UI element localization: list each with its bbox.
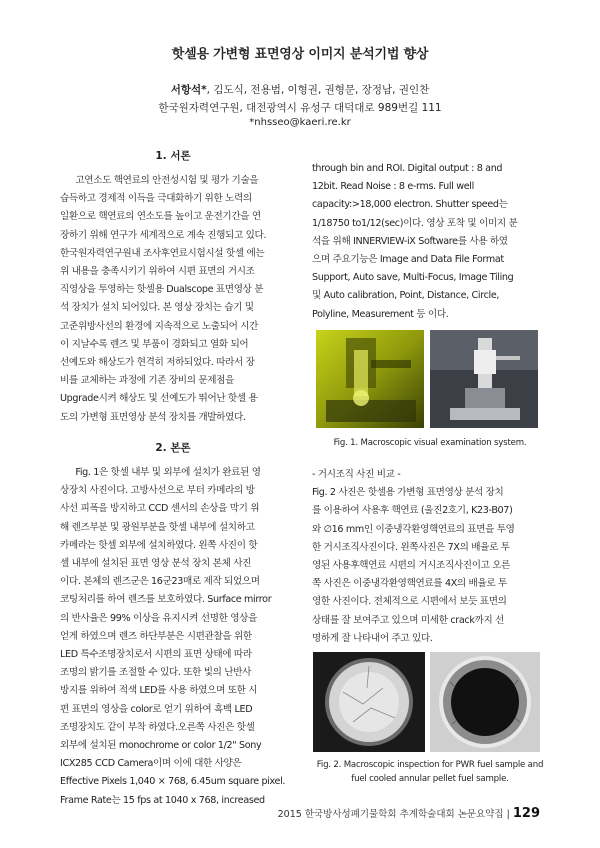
right-line: 석을 위해 INNERVIEW-iX Software를 사용 하였 (312, 235, 508, 247)
compare-line: 를 이용하여 사용후 핵연료 (울진2호기, K23-B07) (312, 505, 513, 517)
body-line: 이다. 본체의 렌즈군은 16군23매로 제작 되었으며 (60, 576, 260, 588)
body-line: 코팅처리를 하여 렌즈를 보호하였다. Surface mirror (60, 594, 272, 606)
paper-title: 핫셀용 가변형 표면영상 이미지 분석기법 향상 (171, 47, 429, 62)
intro-line: 도의 가변형 표면영상 분석 장치를 개발하였다. (60, 411, 246, 423)
intro-line: 고준위방사선의 환경에 지속적으로 노출되어 시간 (60, 320, 259, 332)
compare-line: 와 ∅16 mm인 이중냉각환영핵연료의 표면을 투영 (312, 523, 515, 535)
intro-line: 직영상을 투영하는 핫셀용 Dualscope 표면영상 분 (60, 284, 264, 296)
intro-line: 비를 교체하는 과정에 기존 장비의 문제점을 (60, 375, 235, 387)
body-line: 외부에 설치된 monochrome or color 1/2" Sony (60, 740, 262, 752)
page-footer (278, 806, 540, 821)
body-line: Fig. 1은 핫셀 내부 및 외부에 설치가 완료된 영 (75, 467, 261, 478)
compare-line: 영된 사용후핵연료 시편의 거시조직사진이고 오른 (312, 560, 511, 572)
compare-line: - 거시조직 사진 비교 - (312, 469, 401, 480)
compare-line: 한 거시조직사진이다. 왼쪽사진은 7X의 배율로 투 (312, 541, 510, 553)
compare-line: 상태를 잘 보여주고 있으며 미세한 crack까지 선 (312, 614, 504, 626)
contact-email: *nhsseo@kaeri.re.kr (249, 117, 351, 128)
body-line: Frame Rate는 15 fps at 1040 x 768, increased (60, 794, 265, 806)
body-line: Effective Pixels 1,040 × 768, 6.45um square pixel. (60, 776, 286, 788)
right-line: Support, Auto save, Multi-Focus, Image Tiling (312, 272, 514, 284)
body-text (60, 464, 286, 810)
intro-heading: 1. 서론 (155, 150, 191, 162)
author-list (0, 82, 600, 97)
page-number: 129 (512, 806, 540, 821)
body-line: 사선 피폭을 방지하고 CCD 센서의 손상을 막기 위 (60, 503, 260, 515)
body-line: LED 특수조명장치로서 시편의 표면 상태에 따라 (60, 649, 252, 661)
right-line: 1/18750 to1/12(sec)이다. 영상 포착 및 이미지 분 (312, 217, 518, 229)
fig2-annular-fuel-photo (430, 652, 540, 752)
intro-line: 선예도와 해상도가 현격히 저하되었다. 따라서 장 (60, 357, 255, 369)
body-heading: 2. 본론 (155, 442, 191, 454)
right-line: 12bit. Read Noise : 8 e-rms. Full well (312, 181, 474, 193)
body-line: 조명의 밝기를 조절할 수 있다. 또한 빛의 난반사 (60, 667, 252, 679)
co-authors: , 김도식, 전용범, 이형권, 권형문, 장정남, 권인찬 (206, 84, 430, 96)
body-line: 셀 내부에 설치된 표면 영상 분석 장치 본체 사진 (60, 558, 252, 570)
presenting-author: 서항석* (170, 84, 207, 96)
compare-line: 명하게 잘 나타내어 주고 있다. (312, 632, 433, 644)
intro-line: 습득하고 경제적 이득을 극대화하기 위한 노력의 (60, 193, 252, 205)
body-line: 카메라는 핫셀 외부에 설치하였다. 왼쪽 사진이 핫 (60, 539, 258, 551)
intro-line: 장하기 위해 연구가 세계적으로 계속 진행되고 있다. (60, 229, 267, 241)
fig1-caption: Fig. 1. Macroscopic visual examination system. (333, 438, 527, 448)
body-line: 조명장치도 같이 부착 하였다.오른쪽 사진은 핫셀 (60, 721, 255, 733)
body-line: 편 표면의 영상을 color로 얻기 위하여 흑백 LED (60, 703, 253, 715)
compare-line: 쪽 사진은 이중냉각환영핵연료를 4X의 배율로 투 (312, 578, 507, 590)
intro-line: 이 지날수록 렌즈 및 부품이 경화되고 열화 되어 (60, 338, 249, 350)
body-line: 의 반사율은 99% 이상을 유지시켜 선명한 영상을 (60, 612, 257, 624)
fig2-caption-line1: Fig. 2. Macroscopic inspection for PWR fuel sample and (316, 760, 544, 770)
macro-comparison-text (312, 466, 544, 648)
body-line: 상장치 사진이다. 고방사선으로 부터 카메라의 방 (60, 485, 255, 497)
body-text-continued (312, 160, 544, 324)
intro-line: 석 장치가 설치 되어있다. 본 영상 장치는 습기 및 (60, 302, 254, 314)
body-line: 해 렌즈부분 및 광원부분을 핫셀 내부에 설치하고 (60, 521, 255, 533)
body-line: 방지를 위하여 적색 LED를 사용 하였으며 또한 시 (60, 685, 258, 697)
footer-separator: | (506, 809, 510, 820)
fig2-caption-line2: fuel cooled annular pellet fuel sample. (351, 774, 509, 784)
compare-line: Fig. 2 사진은 핫셀용 가변형 표면영상 분석 장치 (312, 487, 504, 499)
right-line: capacity:>18,000 electron. Shutter speed는 (312, 199, 508, 211)
fig2-caption (312, 758, 548, 786)
body-line: 얻게 하였으며 렌즈 하단부분은 시편관찰을 위한 (60, 630, 252, 642)
right-line: Polyline, Measurement 등 이다. (312, 308, 449, 320)
fig1-camera-exterior-photo (430, 330, 538, 428)
intro-line: 위 내용을 충족시키기 위하여 시편 표면의 거시조 (60, 266, 255, 278)
right-line: through bin and ROI. Digital output : 8 and (312, 163, 503, 174)
intro-line: Upgrade시켜 해상도 및 선예도가 뛰어난 핫셀 용 (60, 393, 258, 405)
intro-text (60, 172, 286, 427)
compare-line: 영한 사진이다. 전체적으로 시편에서 보듯 표면의 (312, 596, 507, 608)
intro-line: 일환으로 핵연료의 연소도를 높이고 운전기간을 연 (60, 211, 261, 223)
fig2-pwr-fuel-photo (313, 652, 425, 752)
right-line: 으며 주요기능은 Image and Data File Format (312, 254, 504, 266)
proceedings-name: 2015 한국방사성폐기물학회 추계학술대회 논문요약집 (277, 809, 504, 820)
fig1-hotcell-interior-photo (316, 330, 424, 428)
affiliation: 한국원자력연구원, 대전광역시 유성구 대덕대로 989번길 111 (158, 102, 442, 114)
right-line: 및 Auto calibration, Point, Distance, Circle, (312, 290, 500, 302)
intro-line: 고연소도 핵연료의 안전성시험 및 평가 기술을 (75, 175, 259, 186)
body-line: ICX285 CCD Camera이며 이에 대한 사양은 (60, 758, 242, 770)
intro-line: 한국원자력연구원내 조사후연료시험시설 핫셀 에는 (60, 247, 265, 259)
